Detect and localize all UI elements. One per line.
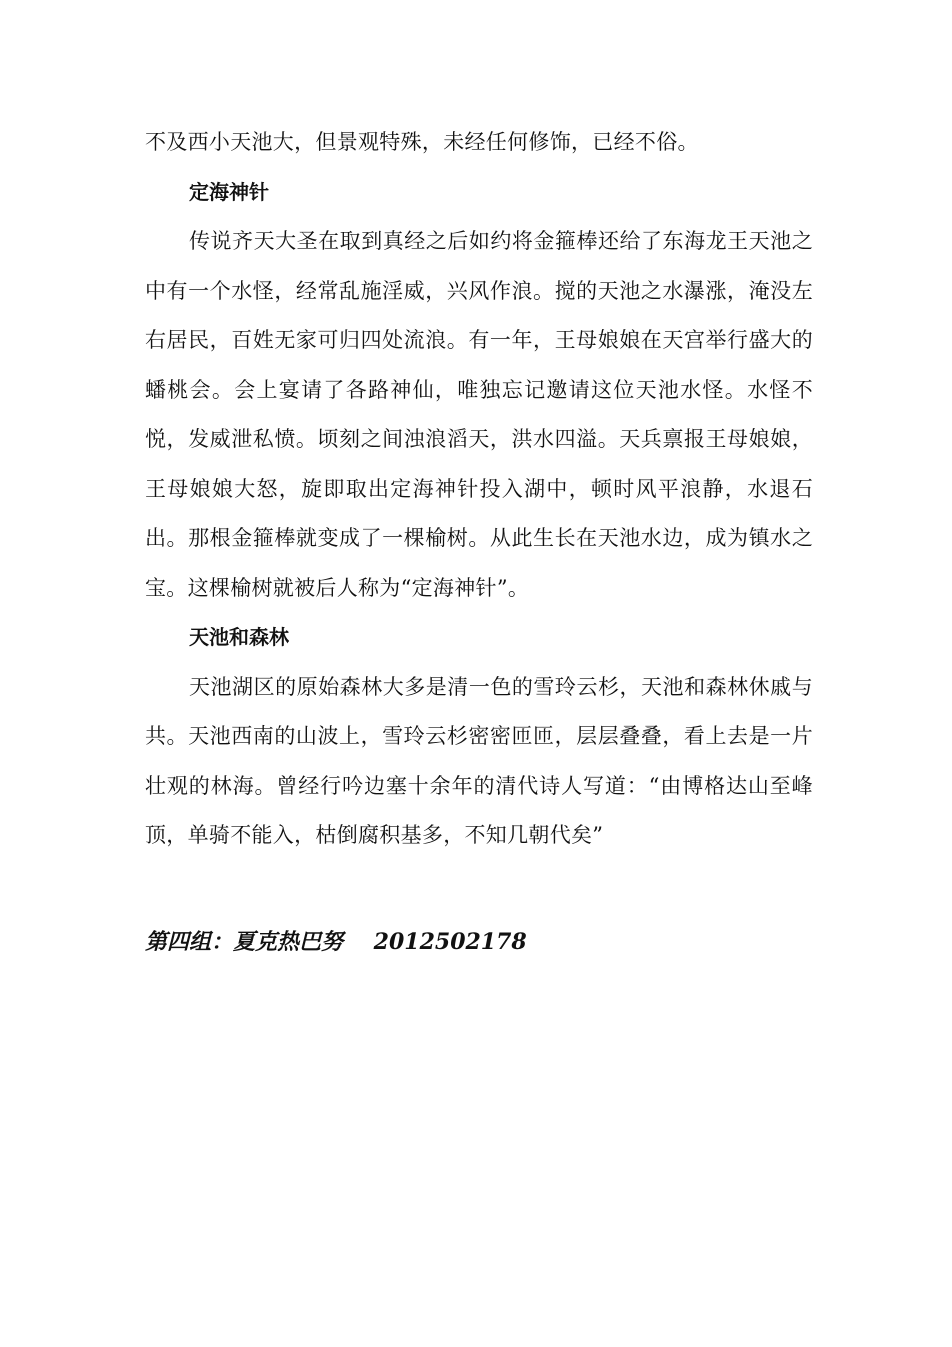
author-signature (145, 917, 813, 967)
section-heading-dinghai-shenzhen: 定海神针 (189, 179, 269, 204)
intro-paragraph: 不及西小天池大，但景观特殊，未经任何修饰，已经不俗。 (145, 130, 699, 154)
author-student-id: 2012502178 (373, 928, 527, 955)
section-heading-tianchi-forest: 天池和森林 (189, 625, 289, 649)
section-paragraph-tianchi-forest: 天池湖区的原始森林大多是清一色的雪玲云杉，天池和森林休戚与共。天池西南的山波上，雪玲云杉密密匝匝，层层叠叠，看上去是一片壮观的林海。曾经行吟边塞十余年的清代诗人写道：“由博格达山至峰顶，单骑不能入，枯倒腐积基多，不知几朝代矣” (145, 674, 813, 847)
author-group: 第四组：夏克热巴努 (145, 928, 344, 955)
document-body (145, 118, 813, 967)
section-paragraph-dinghai-shenzhen: 传说齐天大圣在取到真经之后如约将金箍棒还给了东海龙王天池之中有一个水怪，经常乱施淫威，兴风作浪。搅的天池之水瀑涨，淹没左右居民，百姓无家可归四处流浪。有一年，王母娘娘在天宫举行盛大的蟠桃会。会上宴请了各路神仙，唯独忘记邀请这位天池水怪。水怪不悦，发威泄私愤。顷刻之间浊浪滔天，洪水四溢。天兵禀报王母娘娘，王母娘娘大怒，旋即取出定海神针投入湖中，顿时风平浪静，水退石出。那根金箍棒就变成了一棵榆树。从此生长在天池水边，成为镇水之宝。这棵榆树就被后人称为“定海神针”。 (145, 229, 813, 600)
spacer (145, 861, 813, 917)
